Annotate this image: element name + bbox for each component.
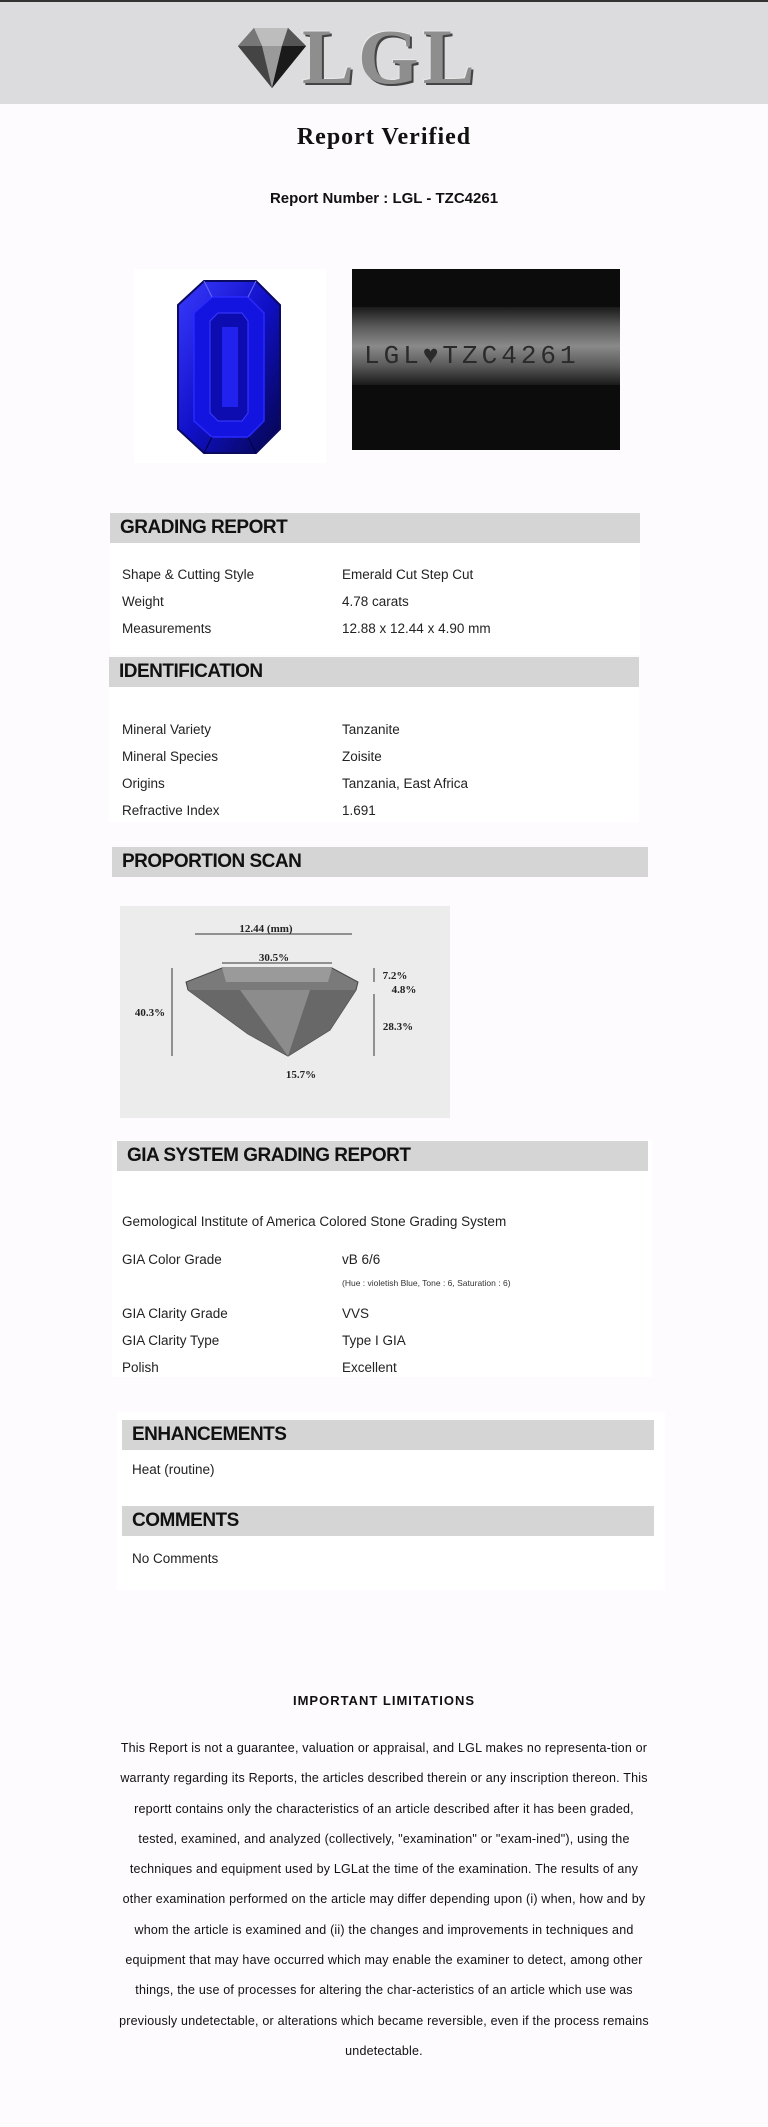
gemstone-photo	[134, 269, 326, 463]
girdle-pct-label: 4.8%	[391, 984, 417, 996]
comments-heading: COMMENTS	[122, 1506, 654, 1536]
row-label-clarity-grade: GIA Clarity Grade	[122, 1306, 228, 1321]
crown-pct-label: 7.2%	[382, 970, 408, 982]
page-title: Report Verified	[296, 124, 472, 150]
color-grade-note: (Hue : violetish Blue, Tone : 6, Saturation : 6)	[342, 1278, 511, 1288]
row-label-clarity-type: GIA Clarity Type	[122, 1333, 220, 1348]
row-value-origins: Tanzania, East Africa	[342, 776, 469, 791]
row-label-ri: Refractive Index	[122, 803, 220, 818]
row-value-variety: Tanzanite	[342, 722, 400, 737]
inscription-photo	[352, 269, 620, 450]
row-label-shape: Shape & Cutting Style	[122, 567, 255, 582]
row-value-ri: 1.691	[342, 803, 376, 818]
row-value-species: Zoisite	[342, 749, 382, 764]
row-value-shape: Emerald Cut Step Cut	[342, 567, 474, 582]
row-value-clarity-grade: VVS	[342, 1306, 370, 1321]
report-number: Report Number : LGL - TZC4261	[269, 190, 499, 207]
row-label-polish: Polish	[122, 1360, 159, 1375]
lgl-logo[interactable]	[232, 13, 494, 100]
row-value-weight: 4.78 carats	[342, 594, 409, 609]
proportion-diagram	[120, 906, 450, 1118]
inscription-text: LGL♥TZC4261	[364, 341, 580, 371]
row-value-color-grade: vB 6/6	[342, 1252, 381, 1267]
gia-heading: GIA SYSTEM GRADING REPORT	[117, 1141, 648, 1171]
culet-pct-label: 15.7%	[285, 1069, 317, 1081]
row-label-color-grade: GIA Color Grade	[122, 1252, 222, 1267]
gia-subtitle: Gemological Institute of America Colored Stone Grading System	[122, 1214, 507, 1229]
row-label-weight: Weight	[122, 594, 164, 609]
limitations-heading: IMPORTANT LIMITATIONS	[292, 1693, 476, 1708]
diamond-logo-icon	[232, 22, 312, 92]
pavilion-pct-label: 28.3%	[382, 1021, 414, 1033]
proportion-scan-heading: PROPORTION SCAN	[112, 847, 648, 877]
logo-text: LGL	[302, 13, 479, 100]
row-value-polish: Excellent	[342, 1360, 397, 1375]
row-label-variety: Mineral Variety	[122, 722, 212, 737]
comments-text: No Comments	[132, 1551, 219, 1566]
enhancements-text: Heat (routine)	[132, 1462, 215, 1477]
table-pct-label: 30.5%	[258, 952, 290, 964]
row-label-measurements: Measurements	[122, 621, 212, 636]
row-label-species: Mineral Species	[122, 749, 219, 764]
grading-report-heading: GRADING REPORT	[110, 513, 640, 543]
row-value-measurements: 12.88 x 12.44 x 4.90 mm	[342, 621, 491, 636]
row-value-clarity-type: Type I GIA	[342, 1333, 406, 1348]
site-header	[0, 2, 768, 104]
identification-heading: IDENTIFICATION	[109, 657, 639, 687]
width-label: 12.44 (mm)	[239, 923, 293, 935]
row-label-origins: Origins	[122, 776, 165, 791]
total-depth-label: 40.3%	[134, 1007, 166, 1019]
limitations-body: This Report is not a guarantee, valuation or appraisal, and LGL makes no representa-tion or warranty regarding its Reports, the articles described therein or any inscription thereon. This reportt contains only the characteristics of an article described after it has been graded, tested, examined, and analyzed (collectively, "examination" or "exam-ined"), using the techniques and equipment used by LGLat the time of the examination. The results of any other examination performed on the article may differ depending upon (i) when, how and by whom the article is examined and (ii) the changes and improvements in techniques and equipment that may have occurred which may enable the examiner to detect, among other things, the use of processes for altering the char-acteristics of an article which use was previously undetectable, or alterations which became reversible, even if the process remains undetectable.	[119, 1741, 649, 2058]
enhancements-heading: ENHANCEMENTS	[122, 1420, 654, 1450]
